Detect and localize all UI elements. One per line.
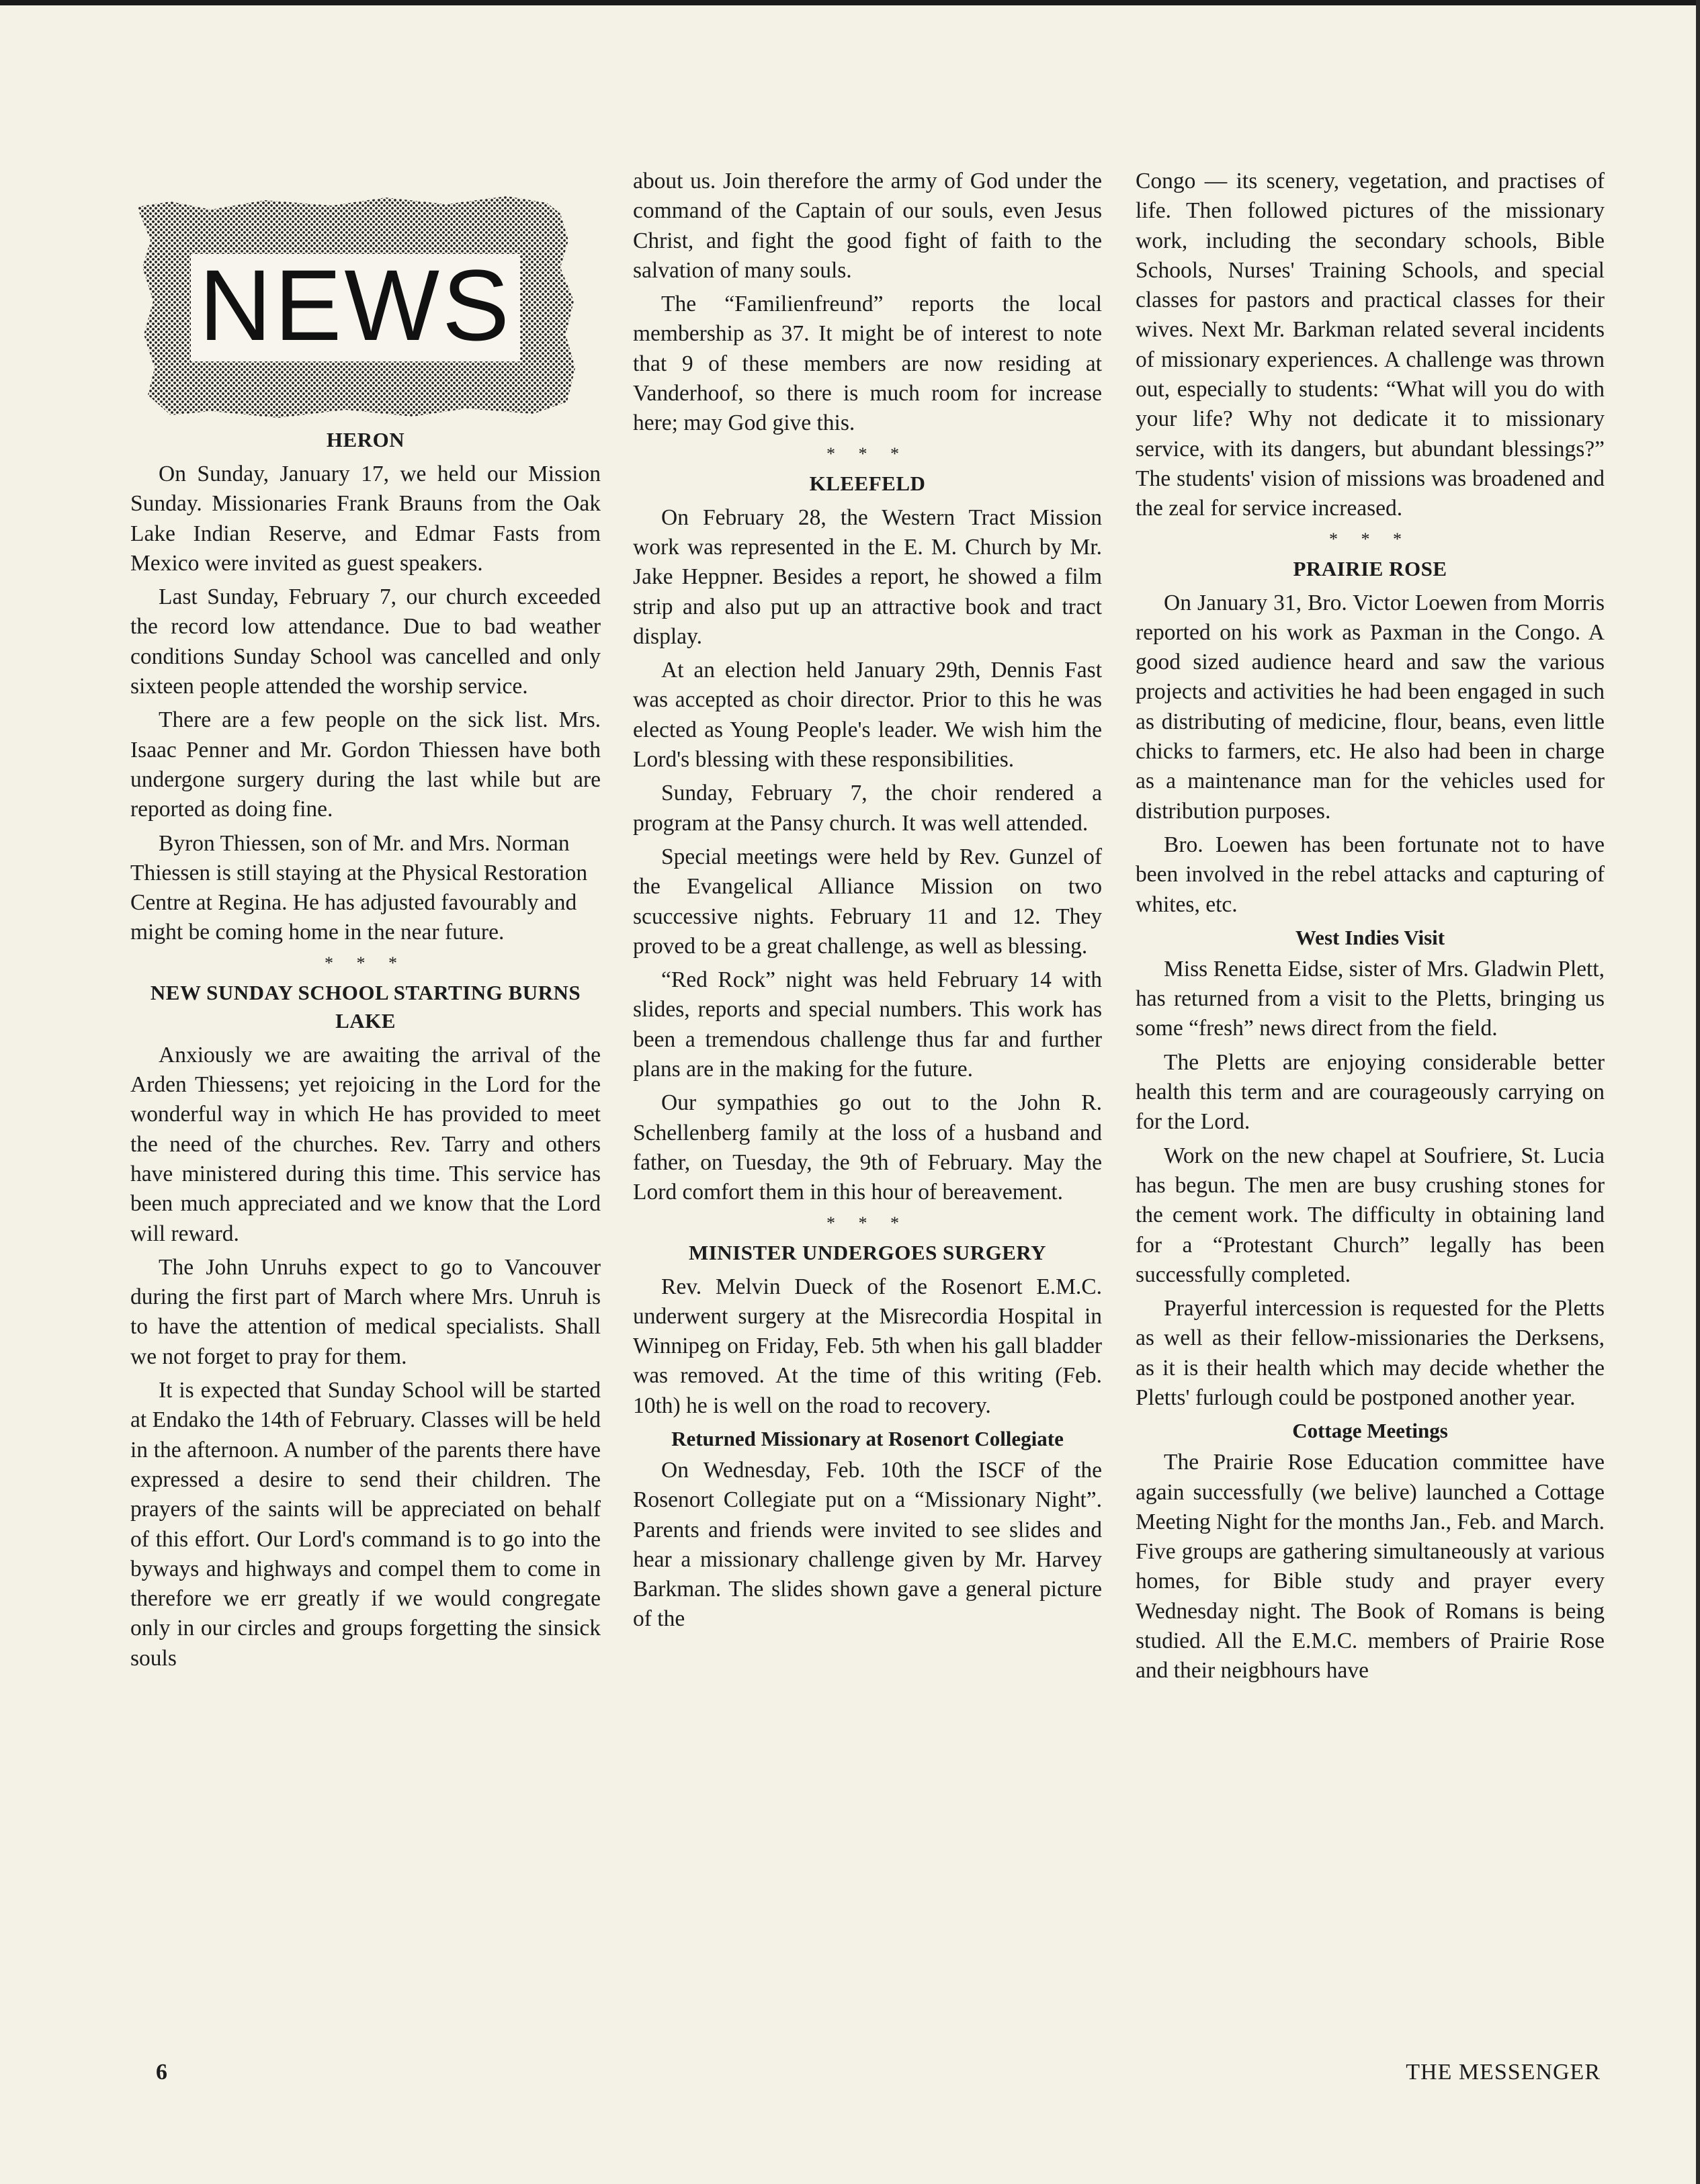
news-logo-graphic [130,167,601,422]
section-divider: * * * [1329,529,1411,549]
paragraph: It is expected that Sunday School will be started at Endako the 14th of February. Classes will be held in the afternoon. A number of the parents there have expressed a desire to send their children. The prayers of the saints will be appreciated on behalf of this effort. Our Lord's command is to go into the byways and highways and compel them to come in therefore we err greatly if we would congregate only in our circles and groups forgetting the sinsick souls [130,1378,601,1671]
section-divider: * * * [826,1213,908,1233]
paragraph: Special meetings were held by Rev. Gunzel of the Evangelical Alliance Mission on two scuccessive nights. February 11 and 12. They proved to be a great challenge, as well as blessing. [633,844,1102,959]
paragraph: The Pletts are enjoying considerable better health this term and are courageously carrying on for the Lord. [1136,1049,1605,1135]
paragraph: Byron Thiessen, son of Mr. and Mrs. Norman Thiessen is still staying at the Physical Restoration Centre at Regina. He has adjusted favourably and might be coming home in the near future. [130,830,588,945]
publication-name: THE MESSENGER [1406,2060,1601,2085]
paragraph: Miss Renetta Eidse, sister of Mrs. Gladwin Plett, has returned from a visit to the Pletts, bringing us some “fresh” news direct from the field. [1136,956,1605,1041]
section-heading-kleefeld: KLEEFELD [809,471,926,495]
paragraph: On February 28, the Western Tract Mission work was represented in the E. M. Church by Mr. Jake Heppner. Besides a report, he showed a film strip and also put up an attractive book and tract display. [633,505,1102,649]
paragraph: Congo — its scenery, vegetation, and practises of life. Then followed pictures of the missionary work, including the secondary schools, Bible Schools, Nurses' Training Schools, and special classes for pastors and practical classes for their wives. Next Mr. Barkman related several incidents of missionary experiences. A challenge was thrown out, especially to students: “What will you do with your life? Why not dedicate it to missionary service, with its dangers, but abundant blessings?” The students' vision of missions was broadened and the zeal for service increased. [1136,169,1605,521]
subheading-returned-missionary: Returned Missionary at Rosenort Collegiate [671,1426,1064,1450]
section-divider: * * * [325,953,407,973]
news-logo [130,167,601,422]
subheading-west-indies-visit: West Indies Visit [1295,925,1445,949]
paragraph: On January 31, Bro. Victor Loewen from Morris reported on his work as Paxman in the Congo. A good sized audience heard and saw the various projects and activities he had been engaged in such as distributing of medicine, flour, beans, even little chicks to farmers, etc. He also had been in charge as a maintenance man for the vehicles used for distribution purposes. [1136,590,1605,824]
paragraph: Bro. Loewen has been fortunate not to have been involved in the rebel attacks and capturing of whites, etc. [1136,832,1605,917]
page-edge [1696,0,1700,2184]
paragraph: Last Sunday, February 7, our church exceeded the record low attendance. Due to bad weather conditions Sunday School was cancelled and only sixteen people attended the worship service. [130,584,601,699]
paragraph: Work on the new chapel at Soufriere, St. Lucia has begun. The men are busy crushing stones for the cement work. The difficulty in obtaining land for a “Protestant Church” legally has been successfully completed. [1136,1143,1605,1287]
paragraph: Anxiously we are awaiting the arrival of the Arden Thiessens; yet rejoicing in the Lord for the wonderful way in which He has provided to meet the need of the churches. Rev. Tarry and others have ministered during this time. This service has been much appreciated and we know that the Lord will reward. [130,1042,601,1246]
column-2 [633,167,1102,1639]
paragraph: There are a few people on the sick list. Mrs. Isaac Penner and Mr. Gordon Thiessen have both undergone surgery during the last while but are reported as doing fine. [130,707,601,822]
section-heading-surgery: MINISTER UNDERGOES SURGERY [688,1240,1047,1264]
column-3 [1136,167,1605,1690]
news-logo-text: NEWS [199,249,512,361]
section-heading-heron: HERON [326,428,405,451]
paragraph: On Wednesday, Feb. 10th the ISCF of the Rosenort Collegiate put on a “Missionary Night”. Parents and friends were invited to see slides and hear a missionary challenge given by Mr. Harvey Barkman. The slides shown gave a general picture of the [633,1457,1102,1632]
paragraph: The “Familienfreund” reports the local membership as 37. It might be of interest to note that 9 of these members are now residing at Vanderhoof, so there is much room for increase here; may God give this. [633,292,1102,436]
paragraph: The John Unruhs expect to go to Vancouver during the first part of March where Mrs. Unruh is to have the attention of medical specialists. Shall we not forget to pray for them. [130,1254,601,1369]
paragraph: On Sunday, January 17, we held our Mission Sunday. Missionaries Frank Brauns from the Oak Lake Indian Reserve, and Edmar Fasts from Mexico were invited as guest speakers. [130,462,601,576]
paragraph: Sunday, February 7, the choir rendered a program at the Pansy church. It was well attended. [633,781,1102,836]
column-1 [130,167,601,1677]
paragraph: The Prairie Rose Education committee have again successfully (we belive) launched a Cottage Meeting Night for the months Jan., Feb. and March. Five groups are gathering simultaneously at various homes, for Bible study and prayer every Wednesday night. The Book of Romans is being studied. All the E.M.C. members of Prairie Rose and their neigbhours have [1136,1450,1605,1684]
paragraph: Our sympathies go out to the John R. Schellenberg family at the loss of a husband and father, on Tuesday, the 9th of February. May the Lord comfort them in this hour of bereavement. [633,1090,1102,1205]
paragraph: about us. Join therefore the army of God under the command of the Captain of our souls, even Jesus Christ, and fight the good fight of faith to the salvation of many souls. [633,169,1102,283]
page-number: 6 [156,2060,167,2085]
paragraph: “Red Rock” night was held February 14 with slides, reports and special numbers. This work has been a tremendous challenge thus far and further plans are in the making for the future. [633,967,1102,1082]
paragraph: Rev. Melvin Dueck of the Rosenort E.M.C. underwent surgery at the Misrecordia Hospital in Winnipeg on Friday, Feb. 5th when his gall bladder was removed. At the time of this writing (Feb. 10th) he is well on the road to recovery. [633,1274,1102,1418]
subheading-cottage-meetings: Cottage Meetings [1292,1419,1448,1443]
section-divider: * * * [826,443,908,464]
section-heading-burns-lake: NEW SUNDAY SCHOOL STARTING BURNS LAKE [150,980,581,1033]
paragraph: At an election held January 29th, Dennis Fast was accepted as choir director. Prior to this he was elected as Young People's leader. We wish him the Lord's blessing with these responsibilities. [633,658,1102,773]
page-edge [0,0,1700,5]
paragraph: Prayerful intercession is requested for the Pletts as well as their fellow-missionaries the Derksens, as it is their health which may decide whether the Pletts' furlough could be postponed another year. [1136,1296,1605,1410]
section-heading-prairie-rose: PRAIRIE ROSE [1293,556,1447,580]
